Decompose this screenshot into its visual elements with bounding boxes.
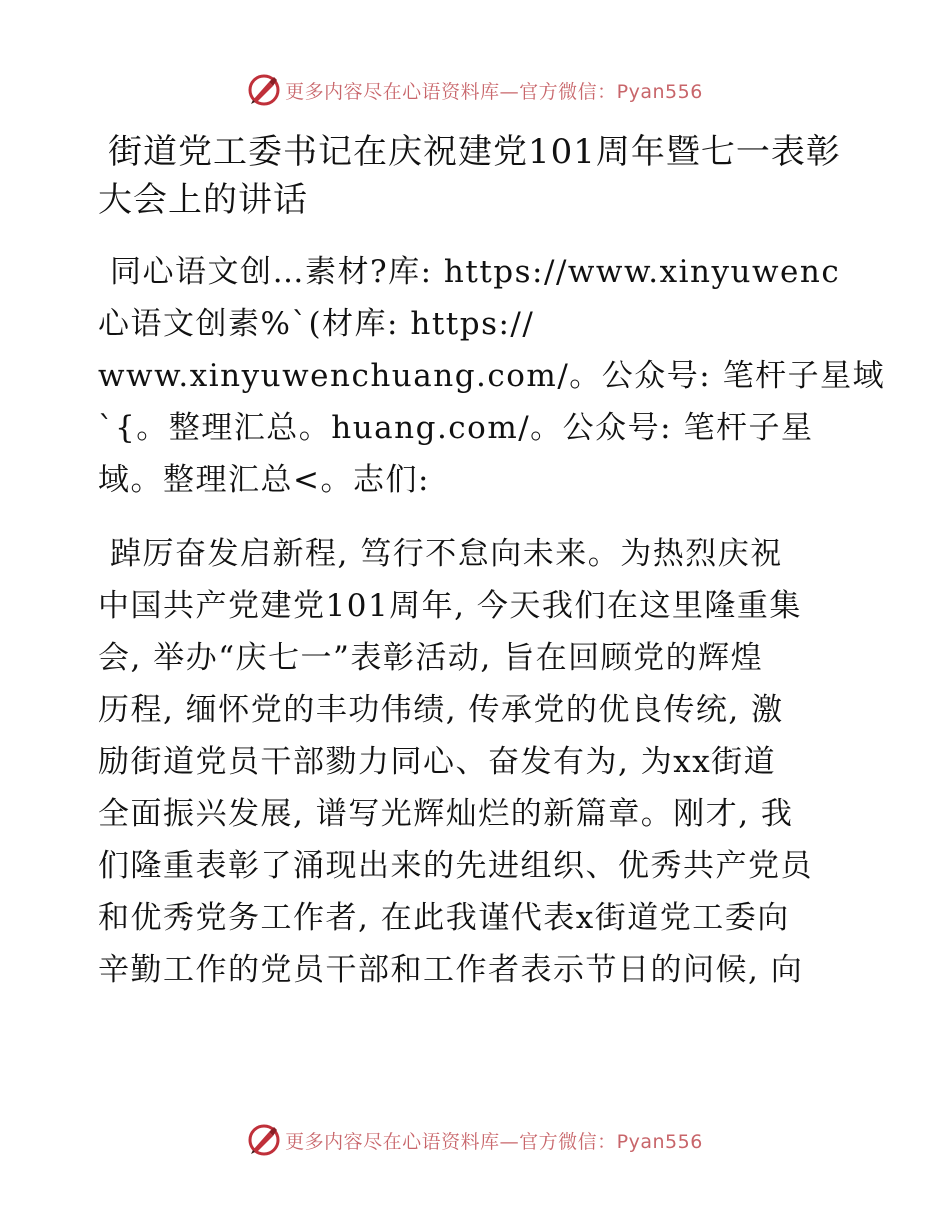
wechat-id: Pyan556: [616, 80, 703, 103]
title-line-2: 大会上的讲话: [98, 180, 308, 220]
paragraph-line: 同心语文创…素材?库: https://www.xinyuwenc: [110, 254, 841, 290]
paragraph-line: 心语文创素%`(材库: https://: [98, 306, 535, 342]
document-body: [98, 128, 886, 996]
paragraph-line: 励街道党员干部勠力同心、奋发有为, 为xx街道: [98, 744, 777, 780]
paragraph-line: 会, 举办“庆七一”表彰活动, 旨在回顾党的辉煌: [98, 640, 764, 676]
paragraph-line: 历程, 缅怀党的丰功伟绩, 传承党的优良传统, 激: [98, 692, 784, 728]
pen-logo-icon: [247, 73, 281, 107]
footer-banner: [0, 1120, 950, 1160]
paragraph-speech: [98, 528, 858, 996]
pen-logo-icon: [247, 1123, 281, 1157]
banner-text: 更多内容尽在心语资料库—官方微信：Pyan556: [285, 1130, 703, 1153]
paragraph-line: 中国共产党建党101周年, 今天我们在这里隆重集: [98, 588, 802, 624]
paragraph-line: 和优秀党务工作者, 在此我谨代表x街道党工委向: [98, 900, 790, 936]
banner-text: 更多内容尽在心语资料库—官方微信：Pyan556: [285, 80, 703, 103]
paragraph-line: 全面振兴发展, 谱写光辉灿烂的新篇章。刚才, 我: [98, 796, 794, 832]
paragraph-line: 域。整理汇总<。志们:: [98, 462, 430, 498]
title-line-1: 街道党工委书记在庆祝建党101周年暨七一表彰: [108, 132, 841, 172]
document-title: [98, 128, 858, 224]
paragraph-line: `{。整理汇总。huang.com/。公众号: 笔杆子星: [98, 410, 814, 446]
header-banner: [0, 70, 950, 110]
paragraph-line: 辛勤工作的党员干部和工作者表示节日的问候, 向: [98, 952, 804, 988]
paragraph-line: 踔厉奋发启新程, 笃行不怠向未来。为热烈庆祝: [110, 536, 783, 572]
paragraph-line: www.xinyuwenchuang.com/。公众号: 笔杆子星域: [98, 358, 886, 394]
paragraph-source: [98, 246, 886, 506]
wechat-id: Pyan556: [616, 1130, 703, 1153]
paragraph-line: 们隆重表彰了涌现出来的先进组织、优秀共产党员: [98, 848, 813, 884]
